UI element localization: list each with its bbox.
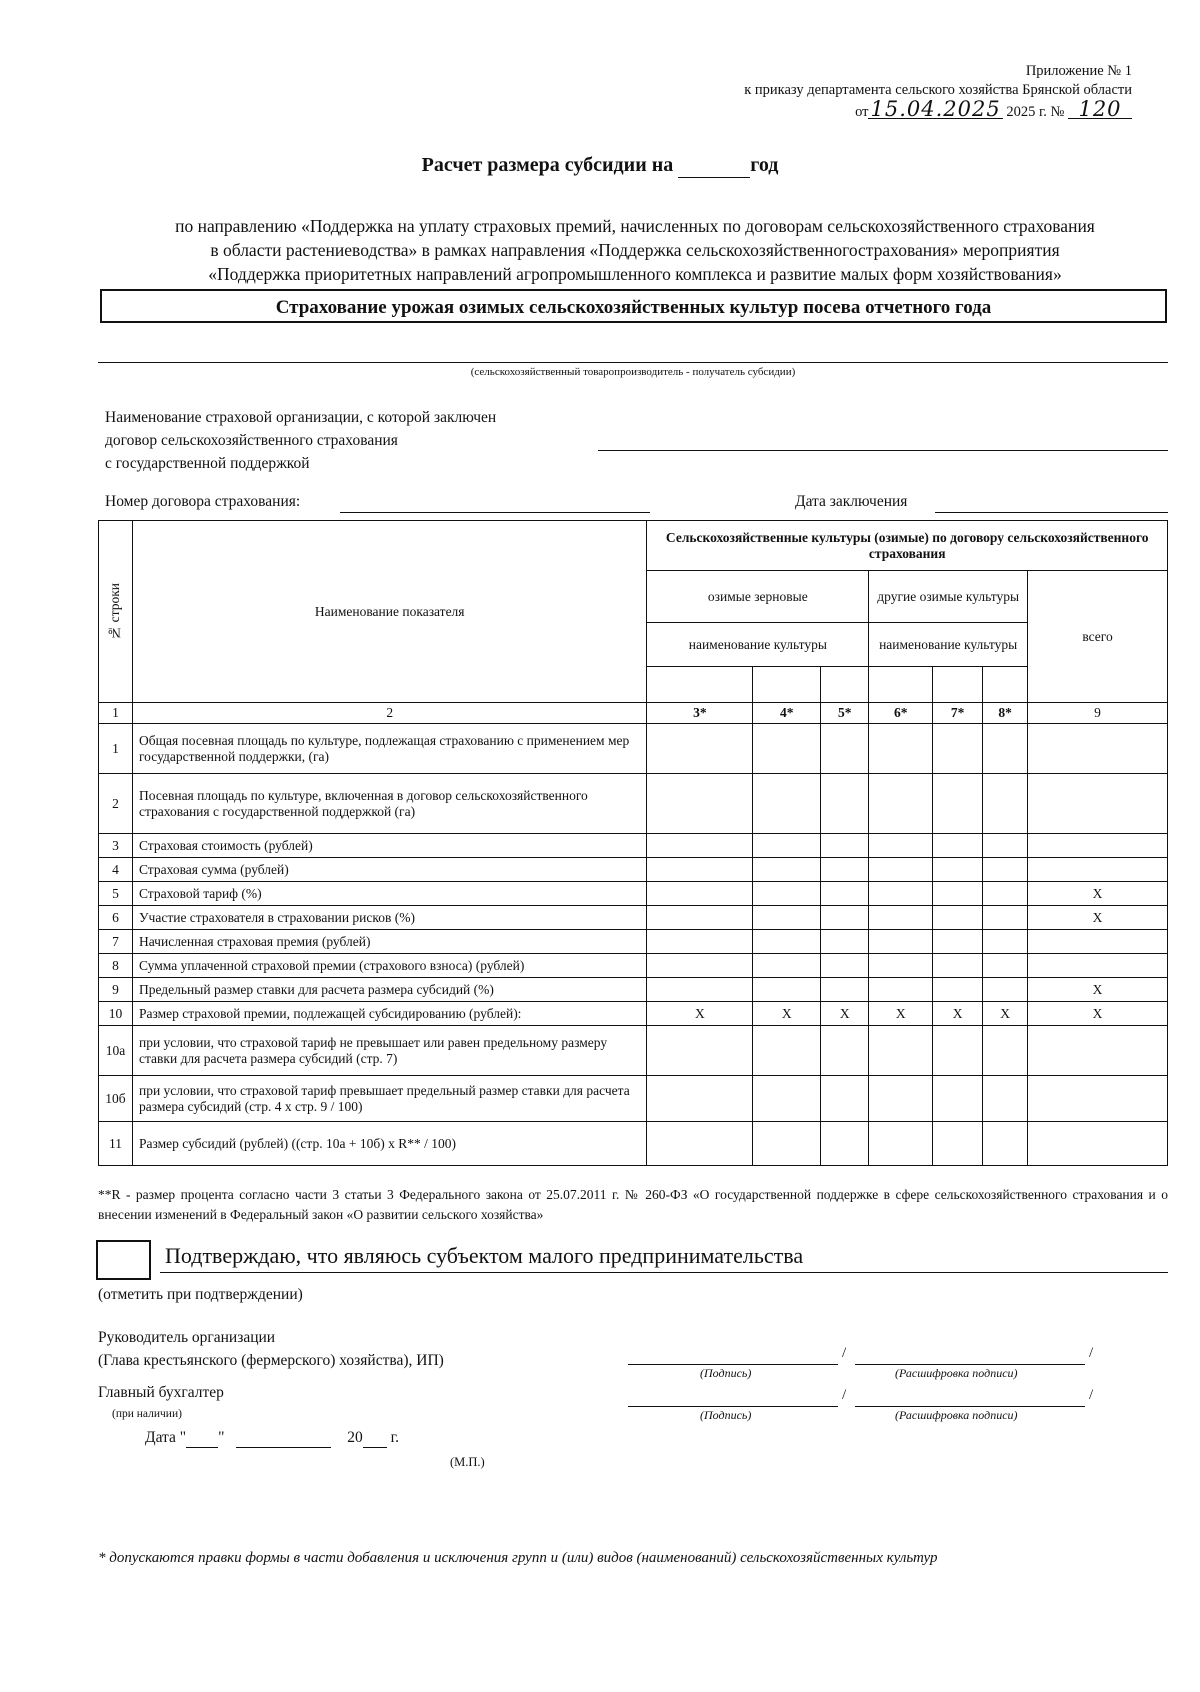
indicator-header: Наименование показателя bbox=[132, 521, 646, 703]
crossed-cell: X bbox=[933, 1002, 983, 1026]
column-number: 9 bbox=[1028, 703, 1168, 724]
value-cell[interactable] bbox=[647, 954, 753, 978]
row-number: 8 bbox=[99, 954, 133, 978]
crop-name-cell[interactable] bbox=[821, 667, 869, 703]
value-cell[interactable] bbox=[753, 834, 821, 858]
value-cell[interactable] bbox=[869, 858, 933, 882]
small-business-checkbox[interactable] bbox=[96, 1240, 151, 1280]
value-cell[interactable] bbox=[753, 906, 821, 930]
row-number: 11 bbox=[99, 1122, 133, 1166]
value-cell[interactable] bbox=[647, 978, 753, 1002]
confirm-underline bbox=[160, 1272, 1168, 1273]
contract-number-label: Номер договора страхования: bbox=[105, 493, 301, 510]
year-blank bbox=[678, 154, 750, 178]
year-field[interactable] bbox=[363, 1429, 387, 1448]
value-cell[interactable] bbox=[753, 1076, 821, 1122]
value-cell[interactable] bbox=[983, 930, 1028, 954]
recipient-line[interactable] bbox=[98, 362, 1168, 363]
stamp-label: (М.П.) bbox=[450, 1455, 485, 1469]
value-cell[interactable] bbox=[647, 882, 753, 906]
value-cell[interactable] bbox=[869, 978, 933, 1002]
value-cell[interactable] bbox=[983, 978, 1028, 1002]
value-cell[interactable] bbox=[983, 834, 1028, 858]
row-label: Посевная площадь по культуре, включенная в договор сельскохозяйственного страхования с государственной поддержкой (га) bbox=[132, 774, 646, 834]
column-numbers-row bbox=[99, 703, 1168, 724]
total-header: всего bbox=[1028, 571, 1168, 703]
insurer-label: Наименование страховой организации, с которой заключен договор сельскохозяйственного страхования с государственной поддержкой bbox=[105, 409, 497, 472]
head-label: Руководитель организации (Глава крестьянского (фермерского) хозяйства), ИП) bbox=[98, 1329, 444, 1369]
date-line: Дата " " 20 г. bbox=[145, 1429, 400, 1446]
order-date-line: от15.04.2025 2025 г. № 120 bbox=[744, 100, 1132, 122]
table-row bbox=[99, 978, 1168, 1002]
crop-name-cell[interactable] bbox=[933, 667, 983, 703]
crossed-cell: X bbox=[869, 1002, 933, 1026]
value-cell[interactable] bbox=[1028, 1026, 1168, 1076]
table-row bbox=[99, 1122, 1168, 1166]
grain-name-header: наименование культуры bbox=[647, 623, 869, 667]
column-number: 6* bbox=[869, 703, 933, 724]
bottom-note: * допускаются правки формы в части добавления и исключения групп и (или) видов (наименований) сельскохозяйственных культур bbox=[98, 1550, 938, 1566]
row-label: Сумма уплаченной страховой премии (страхового взноса) (рублей) bbox=[132, 954, 646, 978]
value-cell[interactable] bbox=[983, 906, 1028, 930]
value-cell[interactable] bbox=[821, 882, 869, 906]
row-number: 2 bbox=[99, 774, 133, 834]
value-cell[interactable] bbox=[869, 724, 933, 774]
value-cell[interactable] bbox=[869, 930, 933, 954]
row-no-header: № строки bbox=[99, 521, 133, 703]
slash: / bbox=[1089, 1345, 1094, 1361]
if-any-label: (при наличии) bbox=[112, 1408, 182, 1420]
value-cell[interactable] bbox=[821, 834, 869, 858]
table-row bbox=[99, 906, 1168, 930]
head-decode-field[interactable] bbox=[855, 1364, 1085, 1365]
row-number: 9 bbox=[99, 978, 133, 1002]
direction-text: по направлению «Поддержка на уплату страховых премий, начисленных по договорам сельскохозяйственного страхования в области растениеводства» в рамках направления «Поддержка сельскохозяйственногострахования» мероприятия «Поддержка приоритетных направлений агропромышленного комплекса и развитие малых форм хозяйствования» bbox=[175, 216, 1095, 284]
value-cell[interactable] bbox=[869, 954, 933, 978]
row-number: 5 bbox=[99, 882, 133, 906]
table-row bbox=[99, 954, 1168, 978]
row-label: при условии, что страховой тариф не превышает или равен предельному размеру ставки для расчета размера субсидий (стр. 7) bbox=[132, 1026, 646, 1076]
value-cell[interactable] bbox=[933, 1026, 983, 1076]
value-cell[interactable] bbox=[983, 1122, 1028, 1166]
value-cell[interactable] bbox=[1028, 858, 1168, 882]
row-number: 6 bbox=[99, 906, 133, 930]
value-cell[interactable] bbox=[933, 1122, 983, 1166]
value-cell[interactable] bbox=[753, 978, 821, 1002]
value-cell[interactable] bbox=[647, 1026, 753, 1076]
row-number: 10а bbox=[99, 1026, 133, 1076]
value-cell[interactable] bbox=[869, 1076, 933, 1122]
decode-caption: (Расшифровка подписи) bbox=[895, 1366, 1018, 1380]
value-cell[interactable] bbox=[647, 774, 753, 834]
row-label: Участие страхователя в страховании рисков (%) bbox=[132, 906, 646, 930]
accountant-signature-field[interactable] bbox=[628, 1406, 838, 1407]
grain-header: озимые зерновые bbox=[647, 571, 869, 623]
value-cell[interactable] bbox=[983, 954, 1028, 978]
table-row bbox=[99, 858, 1168, 882]
other-header: другие озимые культуры bbox=[869, 571, 1028, 623]
value-cell[interactable] bbox=[983, 858, 1028, 882]
appendix-block bbox=[744, 62, 1132, 122]
value-cell[interactable] bbox=[753, 930, 821, 954]
crossed-cell: X bbox=[753, 1002, 821, 1026]
other-name-header: наименование культуры bbox=[869, 623, 1028, 667]
crossed-cell: X bbox=[647, 1002, 753, 1026]
calculation-table bbox=[98, 520, 1168, 1166]
table-row bbox=[99, 774, 1168, 834]
value-cell[interactable] bbox=[821, 774, 869, 834]
value-cell[interactable] bbox=[983, 1076, 1028, 1122]
value-cell[interactable] bbox=[933, 834, 983, 858]
sign-caption: (Подпись) bbox=[700, 1366, 752, 1380]
value-cell[interactable] bbox=[869, 774, 933, 834]
table-body bbox=[99, 724, 1168, 1166]
value-cell[interactable] bbox=[933, 930, 983, 954]
contract-date-field[interactable] bbox=[935, 512, 1168, 513]
value-cell[interactable] bbox=[933, 906, 983, 930]
boxed-title: Страхование урожая озимых сельскохозяйственных культур посева отчетного года bbox=[100, 289, 1167, 323]
value-cell[interactable] bbox=[1028, 774, 1168, 834]
value-cell[interactable] bbox=[983, 724, 1028, 774]
column-number: 5* bbox=[821, 703, 869, 724]
row-number: 1 bbox=[99, 724, 133, 774]
crossed-cell: X bbox=[821, 1002, 869, 1026]
row-label: Начисленная страховая премия (рублей) bbox=[132, 930, 646, 954]
value-cell[interactable] bbox=[821, 858, 869, 882]
value-cell[interactable] bbox=[1028, 724, 1168, 774]
contract-number-field[interactable] bbox=[340, 512, 650, 513]
crop-name-cell[interactable] bbox=[869, 667, 933, 703]
row-number: 4 bbox=[99, 858, 133, 882]
value-cell[interactable] bbox=[869, 834, 933, 858]
value-cell[interactable] bbox=[753, 882, 821, 906]
month-field[interactable] bbox=[236, 1429, 331, 1448]
row-number: 3 bbox=[99, 834, 133, 858]
value-cell[interactable] bbox=[1028, 930, 1168, 954]
slash: / bbox=[1089, 1387, 1094, 1403]
value-cell[interactable] bbox=[647, 724, 753, 774]
value-cell[interactable] bbox=[869, 906, 933, 930]
value-cell[interactable] bbox=[821, 1076, 869, 1122]
crossed-cell: X bbox=[1028, 978, 1168, 1002]
row-label: Общая посевная площадь по культуре, подлежащая страхованию с применением мер государственной поддержки, (га) bbox=[132, 724, 646, 774]
crop-name-cell[interactable] bbox=[983, 667, 1028, 703]
handwritten-date: 15.04.2025 bbox=[870, 97, 1001, 121]
value-cell[interactable] bbox=[821, 1122, 869, 1166]
value-cell[interactable] bbox=[1028, 1076, 1168, 1122]
confirm-text: Подтверждаю, что являюсь субъектом малого предпринимательства bbox=[165, 1243, 804, 1268]
value-cell[interactable] bbox=[753, 1026, 821, 1076]
decode-caption: (Расшифровка подписи) bbox=[895, 1408, 1018, 1422]
row-label: Размер страховой премии, подлежащей субсидированию (рублей): bbox=[132, 1002, 646, 1026]
row-label: Страховая стоимость (рублей) bbox=[132, 834, 646, 858]
value-cell[interactable] bbox=[933, 978, 983, 1002]
value-cell[interactable] bbox=[821, 724, 869, 774]
accountant-label: Главный бухгалтер bbox=[98, 1384, 224, 1401]
head-signature-field[interactable] bbox=[628, 1364, 838, 1365]
table-row bbox=[99, 1076, 1168, 1122]
value-cell[interactable] bbox=[933, 1076, 983, 1122]
column-number: 8* bbox=[983, 703, 1028, 724]
appendix-number: Приложение № 1 bbox=[1025, 63, 1132, 79]
page-title: Расчет размера субсидии на год bbox=[421, 154, 779, 176]
footnote-r: **R - размер процента согласно части 3 статьи 3 Федерального закона от 25.07.2011 г. № 260-ФЗ «О государственной поддержке в сфере сельскохозяйственного страхования и о внесении изменений в Федеральный закон «О развитии сельского хозяйства» bbox=[98, 1187, 1168, 1222]
day-field[interactable] bbox=[186, 1429, 218, 1448]
row-label: при условии, что страховой тариф превышает предельный размер ставки для расчета размера субсидий (стр. 4 х стр. 9 / 100) bbox=[132, 1076, 646, 1122]
confirm-hint: (отметить при подтверждении) bbox=[98, 1286, 303, 1303]
value-cell[interactable] bbox=[983, 774, 1028, 834]
column-number: 1 bbox=[99, 703, 133, 724]
value-cell[interactable] bbox=[647, 930, 753, 954]
accountant-decode-field[interactable] bbox=[855, 1406, 1085, 1407]
value-cell[interactable] bbox=[821, 954, 869, 978]
table-row bbox=[99, 834, 1168, 858]
value-cell[interactable] bbox=[753, 724, 821, 774]
row-label: Страховая сумма (рублей) bbox=[132, 858, 646, 882]
column-number: 2 bbox=[132, 703, 646, 724]
row-number: 10 bbox=[99, 1002, 133, 1026]
value-cell[interactable] bbox=[821, 930, 869, 954]
value-cell[interactable] bbox=[647, 1122, 753, 1166]
column-number: 7* bbox=[933, 703, 983, 724]
table-row bbox=[99, 724, 1168, 774]
value-cell[interactable] bbox=[1028, 954, 1168, 978]
value-cell[interactable] bbox=[983, 1026, 1028, 1076]
insurer-field[interactable] bbox=[598, 450, 1168, 451]
slash: / bbox=[842, 1387, 847, 1403]
crossed-cell: X bbox=[983, 1002, 1028, 1026]
value-cell[interactable] bbox=[753, 1122, 821, 1166]
value-cell[interactable] bbox=[933, 882, 983, 906]
row-number: 7 bbox=[99, 930, 133, 954]
value-cell[interactable] bbox=[869, 1026, 933, 1076]
crop-name-cell[interactable] bbox=[753, 667, 821, 703]
value-cell[interactable] bbox=[647, 858, 753, 882]
crossed-cell: X bbox=[1028, 1002, 1168, 1026]
value-cell[interactable] bbox=[1028, 1122, 1168, 1166]
value-cell[interactable] bbox=[647, 906, 753, 930]
slash: / bbox=[842, 1345, 847, 1361]
value-cell[interactable] bbox=[647, 1076, 753, 1122]
crossed-cell: X bbox=[1028, 882, 1168, 906]
table-row bbox=[99, 1002, 1168, 1026]
value-cell[interactable] bbox=[753, 954, 821, 978]
contract-date-label: Дата заключения bbox=[795, 493, 908, 510]
value-cell[interactable] bbox=[933, 954, 983, 978]
column-number: 3* bbox=[647, 703, 753, 724]
recipient-caption: (сельскохозяйственный товаропроизводитель - получатель субсидии) bbox=[470, 366, 796, 378]
sign-caption: (Подпись) bbox=[700, 1408, 752, 1422]
value-cell[interactable] bbox=[753, 858, 821, 882]
row-label: Предельный размер ставки для расчета размера субсидий (%) bbox=[132, 978, 646, 1002]
value-cell[interactable] bbox=[753, 774, 821, 834]
table-row bbox=[99, 930, 1168, 954]
row-label: Размер субсидий (рублей) ((стр. 10а + 10б) х R** / 100) bbox=[132, 1122, 646, 1166]
value-cell[interactable] bbox=[821, 978, 869, 1002]
value-cell[interactable] bbox=[647, 834, 753, 858]
row-number: 10б bbox=[99, 1076, 133, 1122]
value-cell[interactable] bbox=[821, 1026, 869, 1076]
handwritten-number: 120 bbox=[1068, 100, 1132, 119]
value-cell[interactable] bbox=[1028, 834, 1168, 858]
table-row bbox=[99, 1026, 1168, 1076]
crop-name-cell[interactable] bbox=[647, 667, 753, 703]
value-cell[interactable] bbox=[933, 858, 983, 882]
table-row bbox=[99, 882, 1168, 906]
value-cell[interactable] bbox=[933, 724, 983, 774]
value-cell[interactable] bbox=[933, 774, 983, 834]
column-number: 4* bbox=[753, 703, 821, 724]
crops-header: Сельскохозяйственные культуры (озимые) по договору сельскохозяйственного страхования bbox=[647, 521, 1168, 571]
order-reference: к приказу департамента сельского хозяйства Брянской области bbox=[744, 82, 1132, 98]
crossed-cell: X bbox=[1028, 906, 1168, 930]
row-label: Страховой тариф (%) bbox=[132, 882, 646, 906]
value-cell[interactable] bbox=[869, 1122, 933, 1166]
value-cell[interactable] bbox=[983, 882, 1028, 906]
value-cell[interactable] bbox=[821, 906, 869, 930]
value-cell[interactable] bbox=[869, 882, 933, 906]
